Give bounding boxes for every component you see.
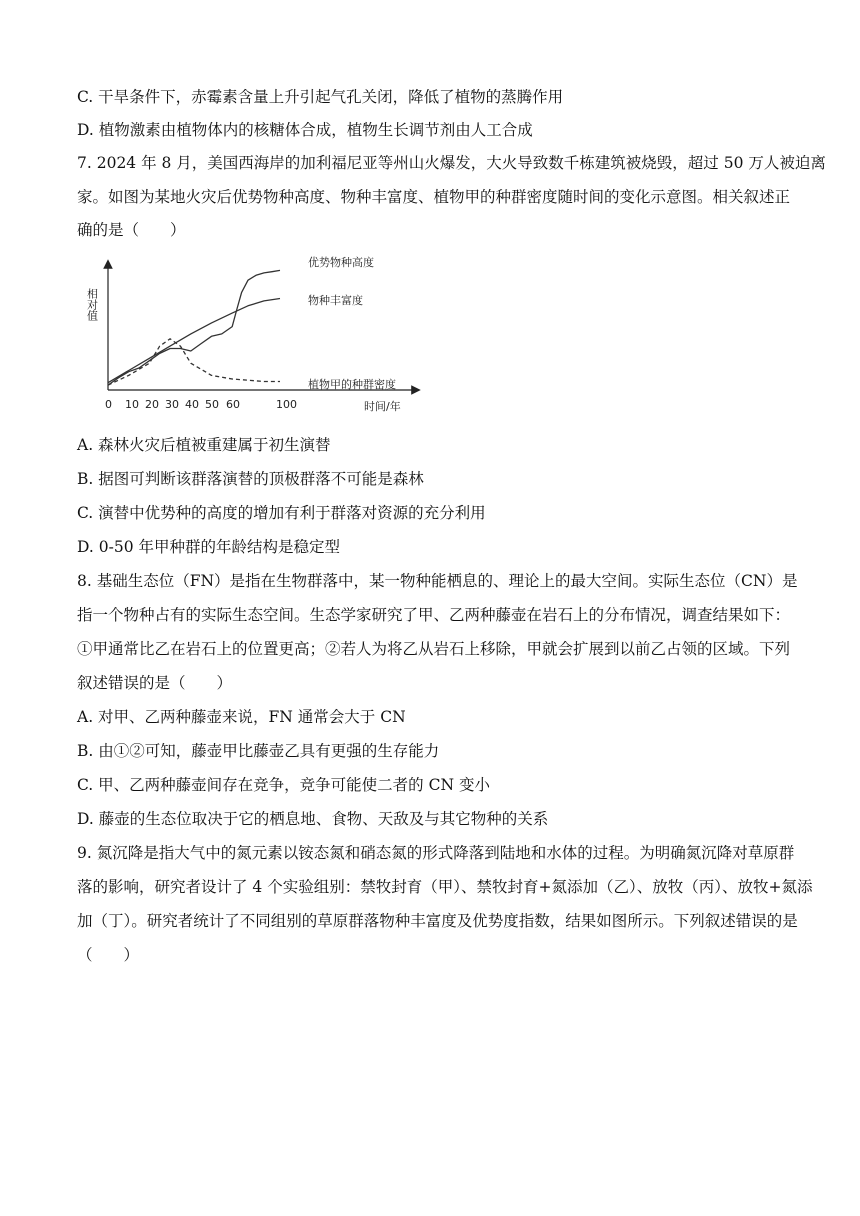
q8-option-b: B. 由①②可知，藤壶甲比藤壶乙具有更强的生存能力 [77, 742, 440, 760]
x-tick-label: 50 [205, 398, 219, 411]
q8-stem-line1: 8. 基础生态位（FN）是指在生物群落中，某一物种能栖息的、理论上的最大空间。实际生态位（CN）是 [77, 572, 798, 590]
x-axis-label: 时间/年 [364, 400, 401, 413]
q8-stem-line2: 指一个物种占有的实际生态空间。生态学家研究了甲、乙两种藤壶在岩石上的分布情况，调查结果如下： [77, 606, 791, 624]
q9-stem-line4: （ ） [77, 946, 140, 964]
x-tick-label: 20 [145, 398, 159, 411]
q8-stem-line4: 叙述错误的是（ ） [77, 674, 233, 692]
option-c-q6: C. 干旱条件下，赤霉素含量上升引起气孔关闭，降低了植物的蒸腾作用 [77, 88, 564, 106]
x-tick-label: 40 [185, 398, 199, 411]
q7-option-a: A. 森林火灾后植被重建属于初生演替 [77, 436, 331, 454]
succession-chart [85, 256, 426, 423]
q7-option-d: D. 0-50 年甲种群的年龄结构是稳定型 [77, 538, 340, 556]
x-tick-label: 100 [276, 398, 297, 411]
x-tick-label: 0 [105, 398, 112, 411]
q8-option-a: A. 对甲、乙两种藤壶来说，FN 通常会大于 CN [77, 708, 406, 726]
q7-option-b: B. 据图可判断该群落演替的顶极群落不可能是森林 [77, 470, 424, 488]
series-line-3 [108, 339, 280, 385]
series-label-3: 植物甲的种群密度 [308, 378, 396, 391]
q7-stem-line2: 家。如图为某地火灾后优势物种高度、物种丰富度、植物甲的种群密度随时间的变化示意图。相关叙述正 [77, 188, 791, 206]
option-d-q6: D. 植物激素由植物体内的核糖体合成，植物生长调节剂由人工合成 [77, 121, 533, 139]
q9-stem-line3: 加（丁）。研究者统计了不同组别的草原群落物种丰富度及优势度指数，结果如图所示。下列叙述错误的是 [77, 912, 798, 930]
x-tick-label: 60 [226, 398, 240, 411]
q7-stem-line3: 确的是（ ） [77, 221, 186, 239]
q9-stem-line2: 落的影响，研究者设计了 4 个实验组别：禁牧封育（甲）、禁牧封育+氮添加（乙）、放牧（丙）、放牧+氮添 [77, 878, 813, 896]
q8-option-c: C. 甲、乙两种藤壶间存在竞争，竞争可能使二者的 CN 变小 [77, 776, 490, 794]
x-tick-label: 30 [165, 398, 179, 411]
series-label-1: 优势物种高度 [308, 256, 374, 269]
series-label-2: 物种丰富度 [308, 294, 363, 307]
y-axis-label: 相对值 [85, 288, 99, 321]
q9-stem-line1: 9. 氮沉降是指大气中的氮元素以铵态氮和硝态氮的形式降落到陆地和水体的过程。为明确氮沉降对草原群 [77, 844, 795, 862]
q8-stem-line3: ①甲通常比乙在岩石上的位置更高；②若人为将乙从岩石上移除，甲就会扩展到以前乙占领的区域。下列 [77, 640, 791, 658]
q7-stem-line1: 7. 2024 年 8 月，美国西海岸的加利福尼亚等州山火爆发，大火导致数千栋建筑被烧毁，超过 50 万人被迫离 [77, 154, 826, 172]
x-tick-label: 10 [125, 398, 139, 411]
q7-option-c: C. 演替中优势种的高度的增加有利于群落对资源的充分利用 [77, 504, 486, 522]
q8-option-d: D. 藤壶的生态位取决于它的栖息地、食物、天敌及与其它物种的关系 [77, 810, 549, 828]
